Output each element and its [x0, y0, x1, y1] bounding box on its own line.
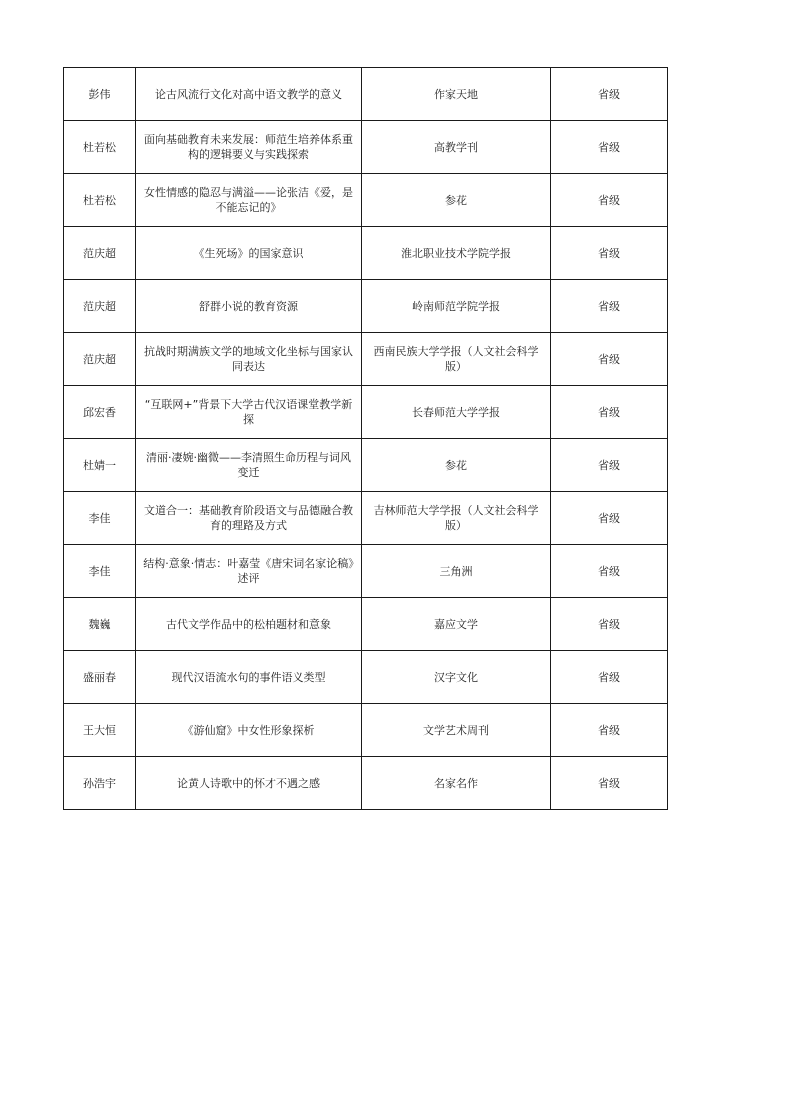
table-row [64, 386, 668, 439]
journal-cell: 汉字文化 [362, 651, 551, 704]
journal-cell: 西南民族大学学报（人文社会科学版） [362, 333, 551, 386]
author-cell: 王大恒 [64, 704, 136, 757]
level-cell: 省级 [551, 280, 668, 333]
journal-cell: 参花 [362, 439, 551, 492]
title-cell: 舒群小说的教育资源 [136, 280, 362, 333]
title-cell: 现代汉语流水句的事件语义类型 [136, 651, 362, 704]
title-cell: “互联网+”背景下大学古代汉语课堂教学新探 [136, 386, 362, 439]
title-cell: 文道合一：基础教育阶段语文与品德融合教育的理路及方式 [136, 492, 362, 545]
table-row [64, 598, 668, 651]
level-cell: 省级 [551, 439, 668, 492]
title-cell: 论黄人诗歌中的怀才不遇之感 [136, 757, 362, 810]
journal-cell: 淮北职业技术学院学报 [362, 227, 551, 280]
level-cell: 省级 [551, 227, 668, 280]
level-cell: 省级 [551, 704, 668, 757]
title-cell: 清丽·凄婉·幽微——李清照生命历程与词风变迁 [136, 439, 362, 492]
table-row [64, 545, 668, 598]
author-cell: 李佳 [64, 545, 136, 598]
author-cell: 盛丽春 [64, 651, 136, 704]
journal-cell: 吉林师范大学学报（人文社会科学版） [362, 492, 551, 545]
level-cell: 省级 [551, 68, 668, 121]
author-cell: 杜若松 [64, 121, 136, 174]
level-cell: 省级 [551, 174, 668, 227]
author-cell: 魏巍 [64, 598, 136, 651]
title-cell: 《生死场》的国家意识 [136, 227, 362, 280]
level-cell: 省级 [551, 545, 668, 598]
title-cell: 女性情感的隐忍与满溢——论张洁《爱，是不能忘记的》 [136, 174, 362, 227]
table-row [64, 492, 668, 545]
author-cell: 彭伟 [64, 68, 136, 121]
table-body [64, 68, 668, 810]
author-cell: 孙浩宇 [64, 757, 136, 810]
level-cell: 省级 [551, 757, 668, 810]
title-cell: 论古风流行文化对高中语文教学的意义 [136, 68, 362, 121]
table-row [64, 174, 668, 227]
journal-cell: 文学艺术周刊 [362, 704, 551, 757]
title-cell: 抗战时期满族文学的地域文化坐标与国家认同表达 [136, 333, 362, 386]
author-cell: 范庆超 [64, 227, 136, 280]
level-cell: 省级 [551, 386, 668, 439]
table-row [64, 280, 668, 333]
title-cell: 结构·意象·情志：叶嘉莹《唐宋词名家论稿》述评 [136, 545, 362, 598]
author-cell: 杜婧一 [64, 439, 136, 492]
journal-cell: 三角洲 [362, 545, 551, 598]
title-cell: 《游仙窟》中女性形象探析 [136, 704, 362, 757]
author-cell: 范庆超 [64, 280, 136, 333]
journal-cell: 长春师范大学学报 [362, 386, 551, 439]
journal-cell: 作家天地 [362, 68, 551, 121]
level-cell: 省级 [551, 492, 668, 545]
table-row [64, 439, 668, 492]
level-cell: 省级 [551, 333, 668, 386]
table-row [64, 333, 668, 386]
author-cell: 杜若松 [64, 174, 136, 227]
table-row [64, 227, 668, 280]
table-row [64, 704, 668, 757]
table-row [64, 651, 668, 704]
journal-cell: 名家名作 [362, 757, 551, 810]
table-row [64, 757, 668, 810]
title-cell: 古代文学作品中的松柏题材和意象 [136, 598, 362, 651]
author-cell: 范庆超 [64, 333, 136, 386]
author-cell: 邱宏香 [64, 386, 136, 439]
level-cell: 省级 [551, 651, 668, 704]
journal-cell: 岭南师范学院学报 [362, 280, 551, 333]
publication-table [63, 67, 668, 810]
table-row [64, 121, 668, 174]
journal-cell: 参花 [362, 174, 551, 227]
journal-cell: 嘉应文学 [362, 598, 551, 651]
level-cell: 省级 [551, 121, 668, 174]
author-cell: 李佳 [64, 492, 136, 545]
level-cell: 省级 [551, 598, 668, 651]
table-row [64, 68, 668, 121]
title-cell: 面向基础教育未来发展：师范生培养体系重构的逻辑要义与实践探索 [136, 121, 362, 174]
journal-cell: 高教学刊 [362, 121, 551, 174]
